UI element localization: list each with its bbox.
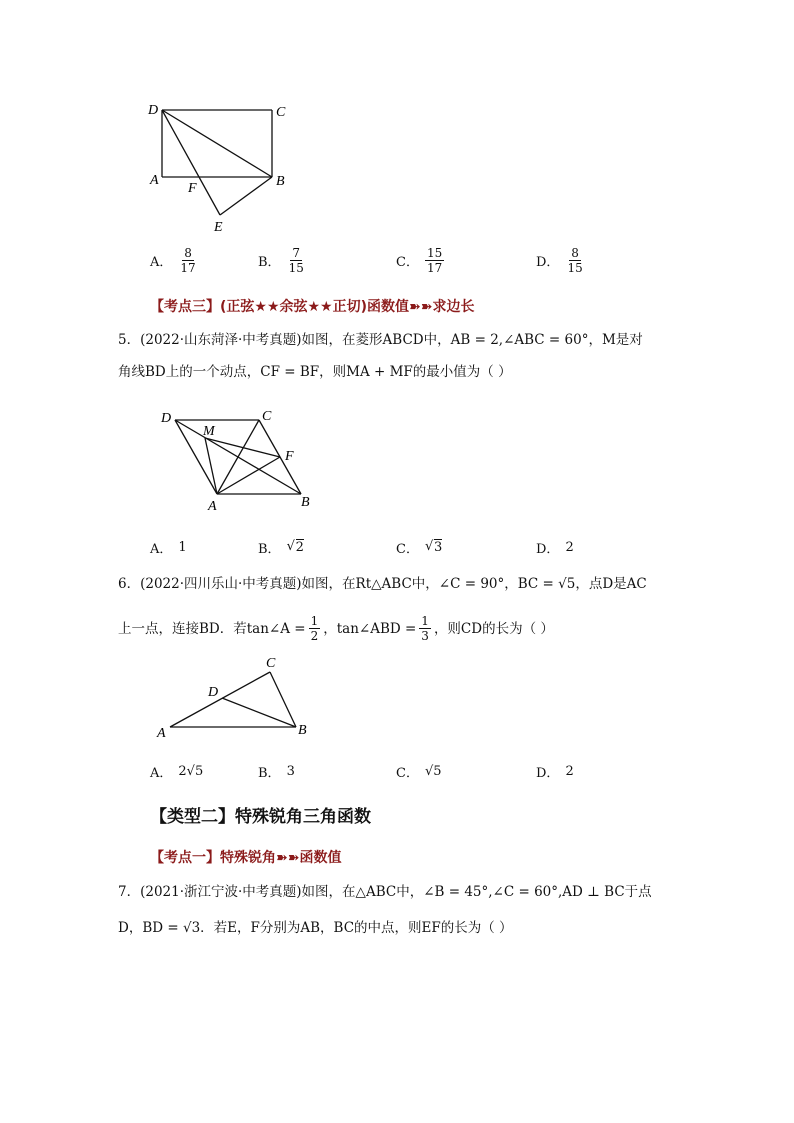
label-B: B bbox=[298, 723, 307, 738]
label-M: M bbox=[203, 424, 215, 439]
q5-option-a[interactable]: A． 1 bbox=[150, 540, 187, 557]
fraction: $\frac{1}{2}$ bbox=[310, 614, 319, 643]
q5-line-1: 5．(2022·山东菏泽·中考真题)如图，在菱形ABCD中，AB = 2,∠ABC = 60°，M是对 bbox=[118, 332, 643, 348]
label-C: C bbox=[266, 656, 276, 671]
label-D: D bbox=[148, 103, 159, 118]
label-B: B bbox=[301, 495, 310, 510]
q6-option-d[interactable]: D． 2 bbox=[536, 764, 574, 781]
label-B: B bbox=[276, 174, 285, 189]
label-C: C bbox=[262, 409, 272, 424]
q6-option-a[interactable]: A． 2√5 bbox=[150, 764, 204, 781]
q5-option-c[interactable]: C． √ 3 bbox=[396, 538, 442, 557]
fraction: $\frac{8}{15}$ bbox=[567, 246, 583, 275]
q4-option-b[interactable]: B． $\frac{7}{15}$ bbox=[258, 246, 304, 275]
heading-kaodian-3: 【考点三】(正弦★★余弦★★正切)函数值➽➽求边长 bbox=[150, 299, 475, 315]
label-D: D bbox=[208, 685, 219, 700]
q7-line-1: 7．(2021·浙江宁波·中考真题)如图，在△ABC中，∠B = 45°,∠C = 60°,AD ⊥ BC于点 bbox=[118, 884, 652, 900]
q6-option-c[interactable]: C． √5 bbox=[396, 764, 442, 781]
q4-option-d[interactable]: D． $\frac{8}{15}$ bbox=[536, 246, 583, 275]
heading-kaodian-1: 【考点一】特殊锐角➽➽函数值 bbox=[150, 850, 342, 866]
figure-right-triangle bbox=[150, 650, 325, 745]
label-A: A bbox=[150, 173, 159, 188]
figure-rectangle-fold bbox=[140, 95, 310, 240]
q4-option-c[interactable]: C． $\frac{15}{17}$ bbox=[396, 246, 443, 275]
q4-option-a[interactable]: A． $\frac{8}{17}$ bbox=[150, 246, 196, 275]
q5-option-b[interactable]: B． √ 2 bbox=[258, 538, 304, 557]
figure-rhombus bbox=[155, 402, 325, 517]
label-E: E bbox=[214, 220, 223, 235]
fraction: $\frac{15}{17}$ bbox=[426, 246, 443, 275]
fraction: $\frac{7}{15}$ bbox=[288, 246, 304, 275]
heading-type-2: 【类型二】特殊锐角三角函数 bbox=[150, 807, 371, 827]
label-A: A bbox=[208, 499, 217, 514]
q5-line-2: 角线BD上的一个动点，CF = BF，则MA + MF的最小值为（ ） bbox=[118, 364, 512, 380]
q6-line-1: 6．(2022·四川乐山·中考真题)如图，在Rt△ABC中，∠C = 90°，BC = √5，点D是AC bbox=[118, 576, 647, 592]
label-A: A bbox=[157, 726, 166, 741]
q6-line-2: 上一点，连接BD．若tan∠A = $\frac{1}{2}$ ，tan∠ABD = $\frac{1}{3}$ ，则CD的长为（ ） bbox=[118, 614, 554, 643]
sqrt-symbol: √ 2 bbox=[287, 540, 304, 555]
fraction: $\frac{8}{17}$ bbox=[180, 246, 196, 275]
label-C: C bbox=[276, 105, 286, 120]
fraction: $\frac{1}{3}$ bbox=[421, 614, 429, 643]
sqrt-symbol: √ 3 bbox=[425, 540, 442, 555]
label-F: F bbox=[285, 449, 294, 464]
q7-line-2: D，BD = √3．若E，F分别为AB，BC的中点，则EF的长为（ ） bbox=[118, 920, 513, 936]
label-F: F bbox=[188, 181, 197, 196]
q5-option-d[interactable]: D． 2 bbox=[536, 540, 574, 557]
q6-option-b[interactable]: B． 3 bbox=[258, 764, 295, 781]
label-D: D bbox=[161, 411, 172, 426]
